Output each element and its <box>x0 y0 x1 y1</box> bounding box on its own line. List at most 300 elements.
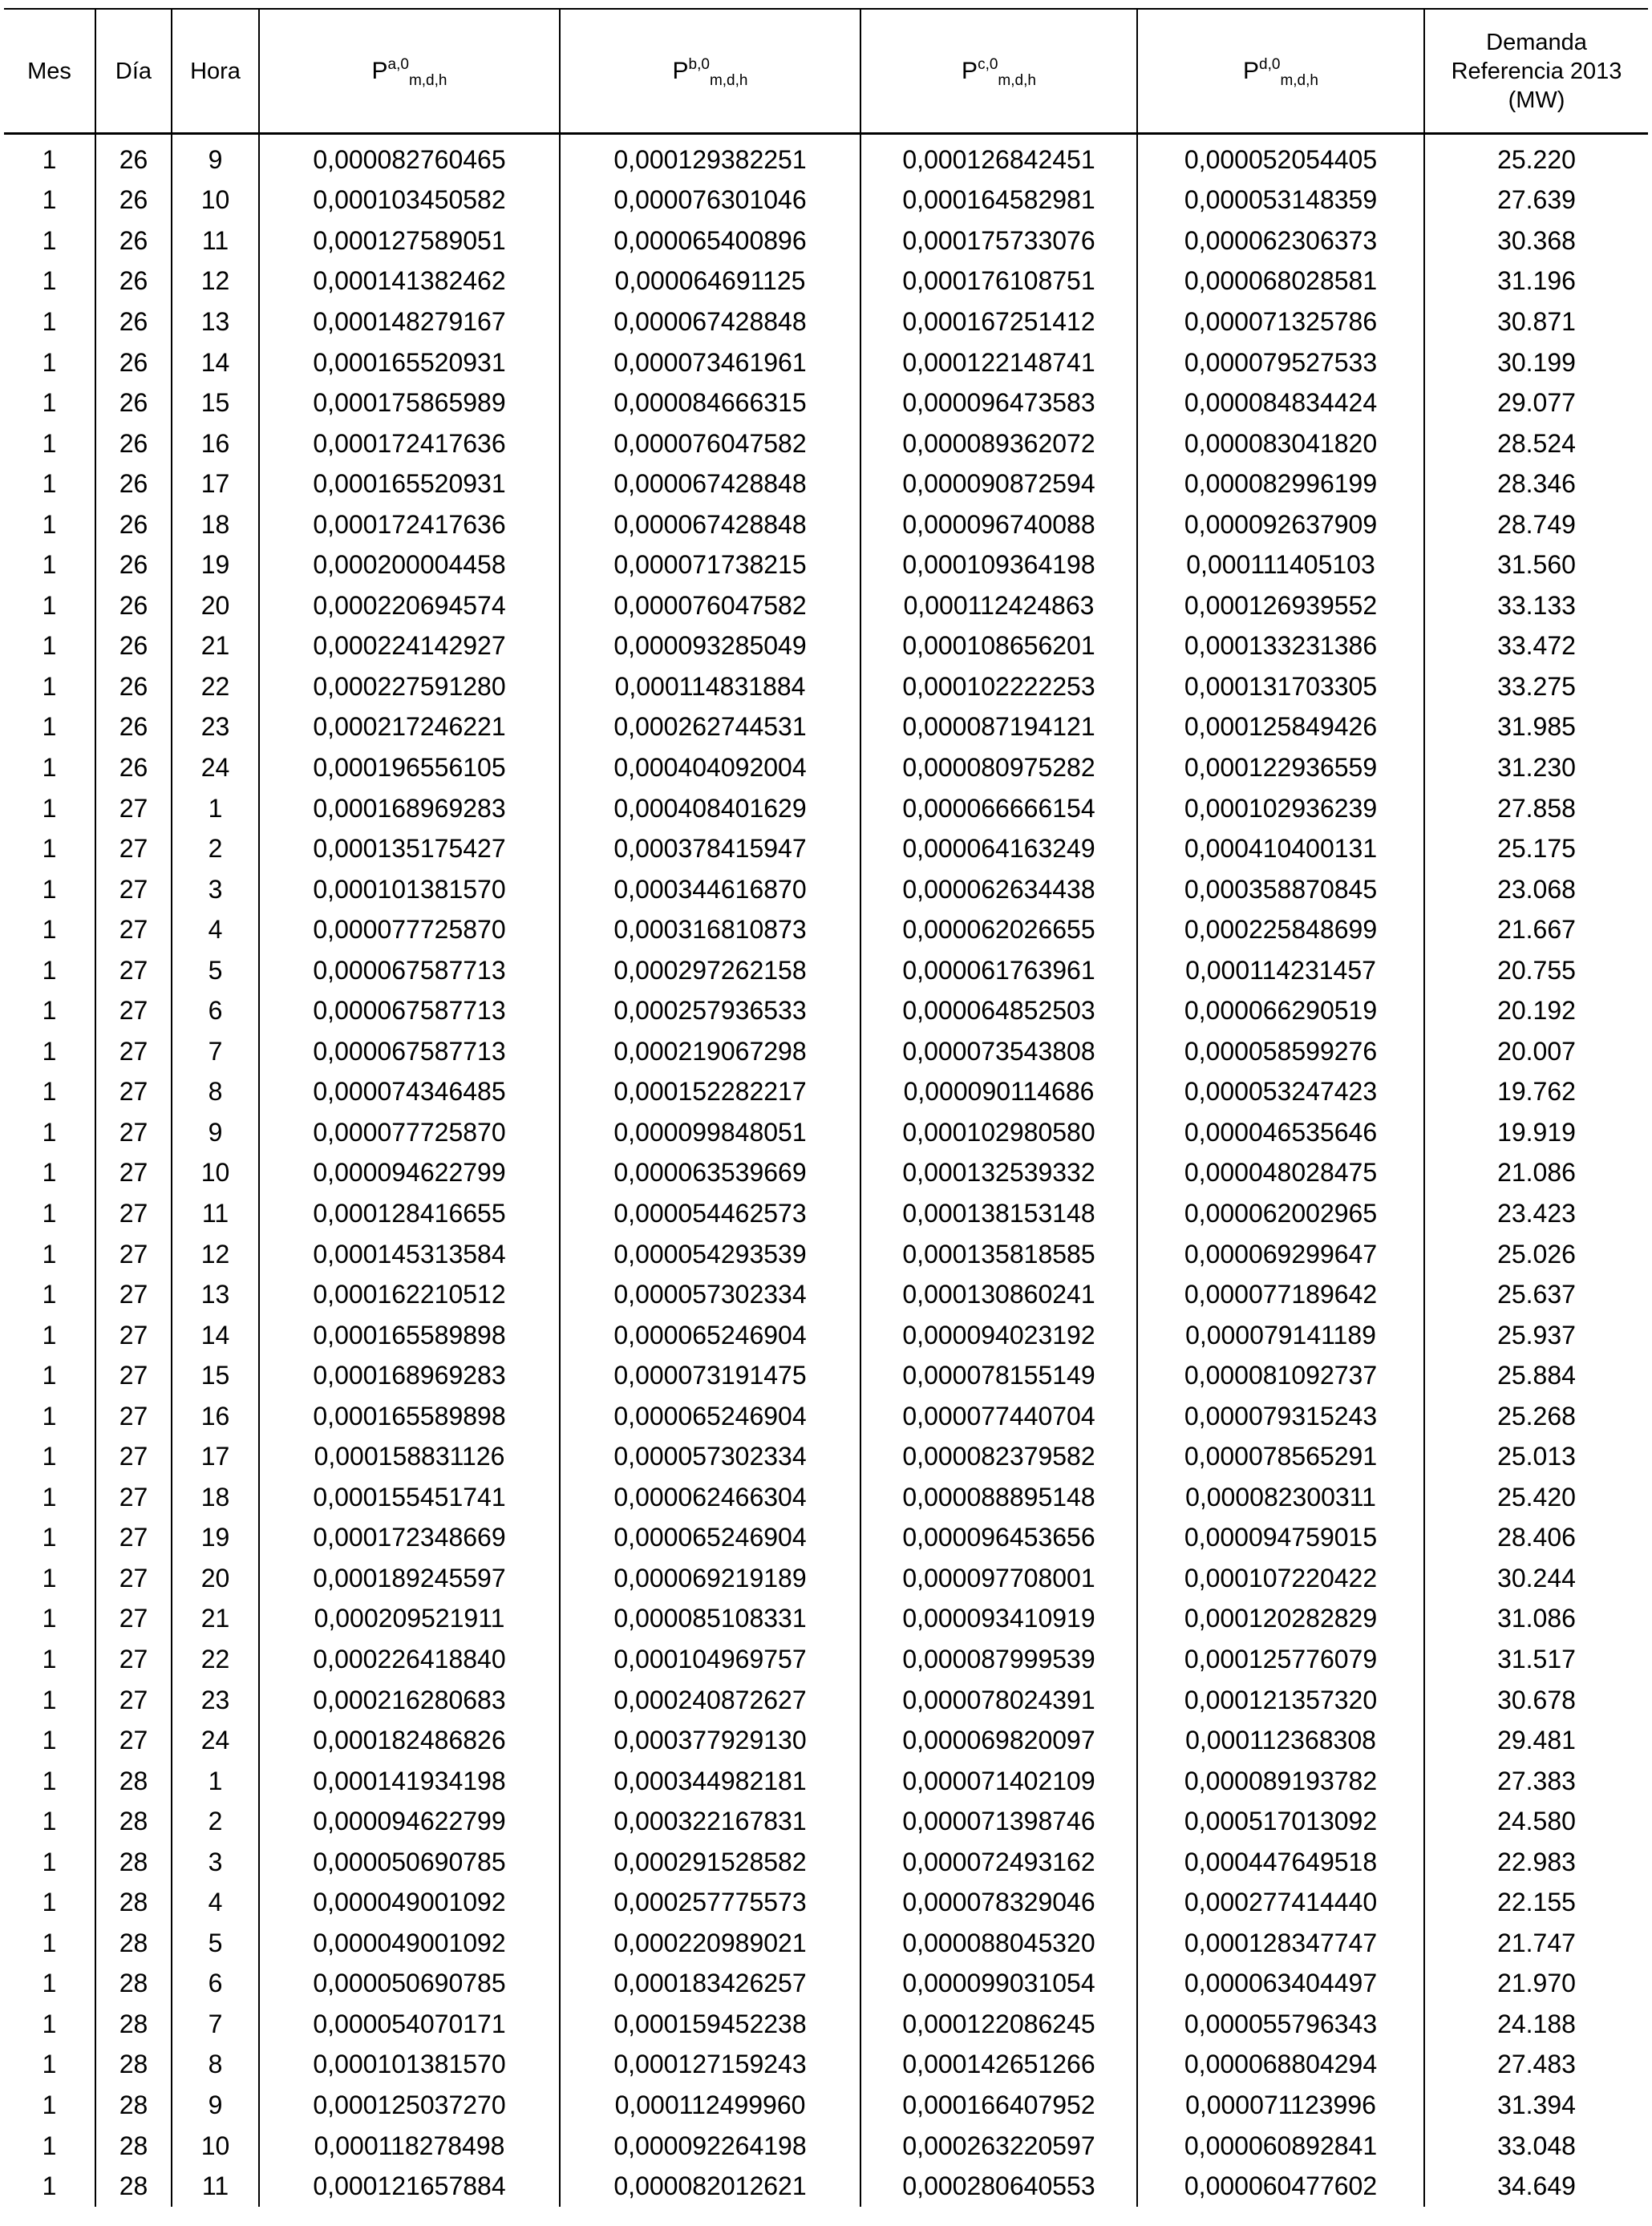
cell-pa: 0,000067587713 <box>259 950 560 991</box>
header-pd-base: P <box>1243 57 1260 84</box>
cell-pc: 0,000142651266 <box>860 2045 1137 2086</box>
cell-hora: 13 <box>172 1274 259 1315</box>
cell-pc: 0,000175733076 <box>860 221 1137 261</box>
cell-pb: 0,000057302334 <box>560 1437 860 1478</box>
cell-pa: 0,000050690785 <box>259 1842 560 1883</box>
cell-pd: 0,000125776079 <box>1137 1639 1424 1680</box>
cell-hora: 10 <box>172 2126 259 2167</box>
cell-pd: 0,000079315243 <box>1137 1396 1424 1437</box>
cell-mes: 1 <box>4 950 95 991</box>
cell-pc: 0,000102222253 <box>860 666 1137 707</box>
cell-pa: 0,000101381570 <box>259 869 560 910</box>
cell-pb: 0,000114831884 <box>560 666 860 707</box>
cell-pd: 0,000277414440 <box>1137 1883 1424 1924</box>
cell-pb: 0,000291528582 <box>560 1842 860 1883</box>
cell-pb: 0,000076047582 <box>560 423 860 464</box>
cell-hora: 10 <box>172 1153 259 1194</box>
cell-pd: 0,000102936239 <box>1137 788 1424 829</box>
cell-dia: 27 <box>95 1031 172 1072</box>
cell-pb: 0,000069219189 <box>560 1558 860 1599</box>
header-pb-base: P <box>672 57 689 84</box>
cell-mes: 1 <box>4 134 95 180</box>
cell-pa: 0,000127589051 <box>259 221 560 261</box>
cell-pc: 0,000099031054 <box>860 1964 1137 2005</box>
cell-pb: 0,000322167831 <box>560 1801 860 1842</box>
cell-pa: 0,000168969283 <box>259 1355 560 1396</box>
cell-mes: 1 <box>4 261 95 302</box>
cell-hora: 14 <box>172 342 259 383</box>
cell-pc: 0,000112424863 <box>860 585 1137 626</box>
cell-pb: 0,000240872627 <box>560 1680 860 1721</box>
cell-hora: 3 <box>172 869 259 910</box>
cell-pd: 0,000069299647 <box>1137 1234 1424 1275</box>
cell-hora: 9 <box>172 134 259 180</box>
cell-pb: 0,000064691125 <box>560 261 860 302</box>
cell-demanda: 25.884 <box>1424 1355 1648 1396</box>
cell-pd: 0,000126939552 <box>1137 585 1424 626</box>
cell-pc: 0,000263220597 <box>860 2126 1137 2167</box>
cell-mes: 1 <box>4 666 95 707</box>
cell-demanda: 22.983 <box>1424 1842 1648 1883</box>
cell-pa: 0,000101381570 <box>259 2045 560 2086</box>
cell-pa: 0,000050690785 <box>259 1964 560 2005</box>
cell-pb: 0,000065246904 <box>560 1315 860 1356</box>
header-pd-sub: m,d,h <box>1280 71 1318 89</box>
cell-pb: 0,000316810873 <box>560 909 860 950</box>
cell-demanda: 25.637 <box>1424 1274 1648 1315</box>
cell-dia: 27 <box>95 1477 172 1518</box>
cell-hora: 6 <box>172 990 259 1031</box>
cell-pa: 0,000145313584 <box>259 1234 560 1275</box>
cell-pa: 0,000182486826 <box>259 1720 560 1761</box>
cell-pa: 0,000054070171 <box>259 2004 560 2045</box>
table-row <box>4 1923 1648 1964</box>
cell-demanda: 25.013 <box>1424 1437 1648 1478</box>
cell-hora: 2 <box>172 828 259 869</box>
cell-demanda: 31.985 <box>1424 707 1648 748</box>
table-row <box>4 1274 1648 1315</box>
cell-pd: 0,000068804294 <box>1137 2045 1424 2086</box>
cell-dia: 27 <box>95 1153 172 1194</box>
cell-mes: 1 <box>4 423 95 464</box>
cell-pb: 0,000344982181 <box>560 1761 860 1802</box>
cell-pc: 0,000132539332 <box>860 1153 1137 1194</box>
cell-pa: 0,000165520931 <box>259 463 560 504</box>
cell-pc: 0,000071398746 <box>860 1801 1137 1842</box>
table-row <box>4 302 1648 342</box>
cell-pd: 0,000079527533 <box>1137 342 1424 383</box>
cell-pc: 0,000126842451 <box>860 134 1137 180</box>
cell-mes: 1 <box>4 1274 95 1315</box>
cell-hora: 13 <box>172 302 259 342</box>
cell-dia: 26 <box>95 221 172 261</box>
cell-mes: 1 <box>4 1518 95 1559</box>
cell-pb: 0,000159452238 <box>560 2004 860 2045</box>
cell-mes: 1 <box>4 2045 95 2086</box>
cell-dia: 27 <box>95 1639 172 1680</box>
cell-mes: 1 <box>4 1720 95 1761</box>
table-row <box>4 950 1648 991</box>
table-row <box>4 1396 1648 1437</box>
cell-hora: 23 <box>172 707 259 748</box>
cell-pd: 0,000517013092 <box>1137 1801 1424 1842</box>
cell-pb: 0,000062466304 <box>560 1477 860 1518</box>
table-row <box>4 585 1648 626</box>
cell-demanda: 20.007 <box>1424 1031 1648 1072</box>
table-row <box>4 788 1648 829</box>
cell-pb: 0,000067428848 <box>560 463 860 504</box>
cell-pc: 0,000130860241 <box>860 1274 1137 1315</box>
cell-pd: 0,000068028581 <box>1137 261 1424 302</box>
cell-dia: 27 <box>95 1234 172 1275</box>
cell-hora: 10 <box>172 180 259 221</box>
cell-pa: 0,000077725870 <box>259 1112 560 1153</box>
cell-pa: 0,000141382462 <box>259 261 560 302</box>
cell-hora: 20 <box>172 1558 259 1599</box>
header-pa <box>259 9 560 134</box>
cell-dia: 27 <box>95 1355 172 1396</box>
cell-dia: 28 <box>95 1761 172 1802</box>
cell-demanda: 29.077 <box>1424 382 1648 423</box>
cell-pb: 0,000099848051 <box>560 1112 860 1153</box>
cell-dia: 28 <box>95 2045 172 2086</box>
cell-mes: 1 <box>4 1558 95 1599</box>
table-row <box>4 180 1648 221</box>
cell-dia: 26 <box>95 423 172 464</box>
cell-hora: 8 <box>172 1072 259 1113</box>
cell-demanda: 23.423 <box>1424 1193 1648 1234</box>
cell-dia: 26 <box>95 747 172 788</box>
cell-pb: 0,000408401629 <box>560 788 860 829</box>
cell-mes: 1 <box>4 544 95 585</box>
cell-mes: 1 <box>4 585 95 626</box>
cell-pa: 0,000049001092 <box>259 1883 560 1924</box>
cell-pd: 0,000447649518 <box>1137 1842 1424 1883</box>
cell-hora: 15 <box>172 382 259 423</box>
table-row <box>4 463 1648 504</box>
table-row <box>4 382 1648 423</box>
cell-pd: 0,000092637909 <box>1137 504 1424 545</box>
cell-dia: 28 <box>95 1801 172 1842</box>
cell-hora: 9 <box>172 2085 259 2126</box>
cell-dia: 27 <box>95 869 172 910</box>
cell-pc: 0,000061763961 <box>860 950 1137 991</box>
cell-pd: 0,000053148359 <box>1137 180 1424 221</box>
cell-hora: 15 <box>172 1355 259 1396</box>
cell-hora: 17 <box>172 1437 259 1478</box>
cell-dia: 26 <box>95 626 172 667</box>
header-pb <box>560 9 860 134</box>
cell-mes: 1 <box>4 990 95 1031</box>
cell-pc: 0,000138153148 <box>860 1193 1137 1234</box>
cell-mes: 1 <box>4 828 95 869</box>
cell-pa: 0,000175865989 <box>259 382 560 423</box>
cell-demanda: 28.406 <box>1424 1518 1648 1559</box>
cell-demanda: 31.230 <box>1424 747 1648 788</box>
cell-demanda: 25.937 <box>1424 1315 1648 1356</box>
cell-pc: 0,000166407952 <box>860 2085 1137 2126</box>
cell-pd: 0,000225848699 <box>1137 909 1424 950</box>
cell-pc: 0,000096740088 <box>860 504 1137 545</box>
cell-pa: 0,000128416655 <box>259 1193 560 1234</box>
cell-dia: 28 <box>95 2085 172 2126</box>
header-pc-sub: m,d,h <box>998 71 1036 89</box>
cell-hora: 16 <box>172 423 259 464</box>
cell-pc: 0,000087999539 <box>860 1639 1137 1680</box>
cell-pb: 0,000127159243 <box>560 2045 860 2086</box>
cell-demanda: 22.155 <box>1424 1883 1648 1924</box>
cell-hora: 11 <box>172 2166 259 2207</box>
cell-hora: 24 <box>172 1720 259 1761</box>
table-row <box>4 1355 1648 1396</box>
cell-pa: 0,000082760465 <box>259 134 560 180</box>
table-row <box>4 134 1648 180</box>
table-row <box>4 342 1648 383</box>
cell-pd: 0,000071123996 <box>1137 2085 1424 2126</box>
cell-pd: 0,000055796343 <box>1137 2004 1424 2045</box>
cell-mes: 1 <box>4 1761 95 1802</box>
cell-mes: 1 <box>4 1842 95 1883</box>
cell-demanda: 27.383 <box>1424 1761 1648 1802</box>
cell-mes: 1 <box>4 1315 95 1356</box>
cell-demanda: 28.749 <box>1424 504 1648 545</box>
cell-pc: 0,000135818585 <box>860 1234 1137 1275</box>
header-pc <box>860 9 1137 134</box>
cell-mes: 1 <box>4 707 95 748</box>
table-row <box>4 747 1648 788</box>
cell-pd: 0,000077189642 <box>1137 1274 1424 1315</box>
cell-pc: 0,000088895148 <box>860 1477 1137 1518</box>
cell-hora: 24 <box>172 747 259 788</box>
cell-pc: 0,000087194121 <box>860 707 1137 748</box>
cell-pd: 0,000048028475 <box>1137 1153 1424 1194</box>
cell-demanda: 25.220 <box>1424 134 1648 180</box>
cell-mes: 1 <box>4 1193 95 1234</box>
table-row <box>4 261 1648 302</box>
cell-pd: 0,000107220422 <box>1137 1558 1424 1599</box>
cell-demanda: 21.970 <box>1424 1964 1648 2005</box>
cell-demanda: 20.192 <box>1424 990 1648 1031</box>
cell-dia: 27 <box>95 1315 172 1356</box>
header-pd <box>1137 9 1424 134</box>
cell-pa: 0,000165520931 <box>259 342 560 383</box>
cell-pc: 0,000096453656 <box>860 1518 1137 1559</box>
cell-pc: 0,000078329046 <box>860 1883 1137 1924</box>
table-row <box>4 1761 1648 1802</box>
cell-pd: 0,000062002965 <box>1137 1193 1424 1234</box>
cell-pa: 0,000118278498 <box>259 2126 560 2167</box>
cell-pc: 0,000062634438 <box>860 869 1137 910</box>
header-pa-base: P <box>371 57 388 84</box>
cell-pc: 0,000094023192 <box>860 1315 1137 1356</box>
cell-pb: 0,000063539669 <box>560 1153 860 1194</box>
cell-mes: 1 <box>4 382 95 423</box>
cell-pd: 0,000410400131 <box>1137 828 1424 869</box>
table-row <box>4 2085 1648 2126</box>
cell-pb: 0,000104969757 <box>560 1639 860 1680</box>
cell-demanda: 30.244 <box>1424 1558 1648 1599</box>
cell-demanda: 33.275 <box>1424 666 1648 707</box>
table-row <box>4 423 1648 464</box>
cell-mes: 1 <box>4 2166 95 2207</box>
cell-dia: 27 <box>95 1112 172 1153</box>
table-row <box>4 504 1648 545</box>
cell-hora: 22 <box>172 1639 259 1680</box>
cell-pc: 0,000097708001 <box>860 1558 1137 1599</box>
cell-pa: 0,000172417636 <box>259 504 560 545</box>
table-row <box>4 2126 1648 2167</box>
cell-demanda: 21.086 <box>1424 1153 1648 1194</box>
cell-mes: 1 <box>4 626 95 667</box>
table-row <box>4 1720 1648 1761</box>
cell-pd: 0,000112368308 <box>1137 1720 1424 1761</box>
cell-pa: 0,000165589898 <box>259 1396 560 1437</box>
header-pc-sup: c,0 <box>978 55 998 73</box>
cell-pb: 0,000065246904 <box>560 1518 860 1559</box>
table-row <box>4 626 1648 667</box>
cell-mes: 1 <box>4 180 95 221</box>
cell-pc: 0,000082379582 <box>860 1437 1137 1478</box>
cell-mes: 1 <box>4 1639 95 1680</box>
header-demanda <box>1424 9 1648 134</box>
cell-demanda: 24.188 <box>1424 2004 1648 2045</box>
cell-pd: 0,000058599276 <box>1137 1031 1424 1072</box>
cell-pa: 0,000148279167 <box>259 302 560 342</box>
cell-pc: 0,000077440704 <box>860 1396 1137 1437</box>
cell-dia: 28 <box>95 1964 172 2005</box>
table-row <box>4 1680 1648 1721</box>
cell-pa: 0,000103450582 <box>259 180 560 221</box>
cell-pb: 0,000112499960 <box>560 2085 860 2126</box>
cell-pb: 0,000076301046 <box>560 180 860 221</box>
cell-dia: 27 <box>95 1720 172 1761</box>
cell-pc: 0,000164582981 <box>860 180 1137 221</box>
cell-hora: 21 <box>172 1599 259 1640</box>
cell-pc: 0,000064852503 <box>860 990 1137 1031</box>
cell-hora: 9 <box>172 1112 259 1153</box>
cell-hora: 2 <box>172 1801 259 1842</box>
cell-pb: 0,000073191475 <box>560 1355 860 1396</box>
cell-pa: 0,000155451741 <box>259 1477 560 1518</box>
cell-dia: 27 <box>95 788 172 829</box>
cell-pa: 0,000196556105 <box>259 747 560 788</box>
cell-pb: 0,000067428848 <box>560 302 860 342</box>
table-row <box>4 909 1648 950</box>
cell-pd: 0,000083041820 <box>1137 423 1424 464</box>
cell-demanda: 31.517 <box>1424 1639 1648 1680</box>
cell-demanda: 31.394 <box>1424 2085 1648 2126</box>
cell-mes: 1 <box>4 909 95 950</box>
cell-dia: 27 <box>95 909 172 950</box>
cell-mes: 1 <box>4 1801 95 1842</box>
cell-dia: 28 <box>95 1923 172 1964</box>
cell-pb: 0,000057302334 <box>560 1274 860 1315</box>
cell-dia: 28 <box>95 1842 172 1883</box>
cell-demanda: 33.048 <box>1424 2126 1648 2167</box>
table-row <box>4 1072 1648 1113</box>
cell-demanda: 30.368 <box>1424 221 1648 261</box>
table-row <box>4 1477 1648 1518</box>
cell-hora: 22 <box>172 666 259 707</box>
cell-pd: 0,000082300311 <box>1137 1477 1424 1518</box>
cell-pd: 0,000066290519 <box>1137 990 1424 1031</box>
cell-pc: 0,000069820097 <box>860 1720 1137 1761</box>
cell-pa: 0,000172348669 <box>259 1518 560 1559</box>
cell-pa: 0,000158831126 <box>259 1437 560 1478</box>
cell-dia: 26 <box>95 134 172 180</box>
cell-pd: 0,000060892841 <box>1137 2126 1424 2167</box>
cell-pd: 0,000060477602 <box>1137 2166 1424 2207</box>
cell-demanda: 25.420 <box>1424 1477 1648 1518</box>
cell-hora: 7 <box>172 2004 259 2045</box>
table-row <box>4 1842 1648 1883</box>
table-row <box>4 1801 1648 1842</box>
cell-dia: 27 <box>95 1558 172 1599</box>
cell-dia: 26 <box>95 585 172 626</box>
table-row <box>4 2045 1648 2086</box>
cell-pd: 0,000053247423 <box>1137 1072 1424 1113</box>
cell-pc: 0,000093410919 <box>860 1599 1137 1640</box>
cell-mes: 1 <box>4 1437 95 1478</box>
cell-mes: 1 <box>4 302 95 342</box>
cell-pb: 0,000152282217 <box>560 1072 860 1113</box>
cell-pa: 0,000217246221 <box>259 707 560 748</box>
cell-pd: 0,000120282829 <box>1137 1599 1424 1640</box>
cell-pa: 0,000168969283 <box>259 788 560 829</box>
cell-hora: 21 <box>172 626 259 667</box>
cell-pb: 0,000092264198 <box>560 2126 860 2167</box>
cell-pa: 0,000200004458 <box>259 544 560 585</box>
table-row <box>4 1964 1648 2005</box>
cell-mes: 1 <box>4 221 95 261</box>
cell-pc: 0,000072493162 <box>860 1842 1137 1883</box>
cell-pa: 0,000049001092 <box>259 1923 560 1964</box>
cell-pd: 0,000114231457 <box>1137 950 1424 991</box>
table-row <box>4 1639 1648 1680</box>
cell-mes: 1 <box>4 1112 95 1153</box>
cell-dia: 26 <box>95 302 172 342</box>
cell-pb: 0,000220989021 <box>560 1923 860 1964</box>
cell-hora: 12 <box>172 261 259 302</box>
cell-hora: 14 <box>172 1315 259 1356</box>
cell-demanda: 21.747 <box>1424 1923 1648 1964</box>
table-row <box>4 2166 1648 2207</box>
cell-demanda: 30.199 <box>1424 342 1648 383</box>
cell-pd: 0,000089193782 <box>1137 1761 1424 1802</box>
cell-mes: 1 <box>4 2126 95 2167</box>
cell-pa: 0,000189245597 <box>259 1558 560 1599</box>
cell-pb: 0,000084666315 <box>560 382 860 423</box>
cell-pc: 0,000080975282 <box>860 747 1137 788</box>
cell-pd: 0,000131703305 <box>1137 666 1424 707</box>
cell-pc: 0,000122148741 <box>860 342 1137 383</box>
cell-pd: 0,000125849426 <box>1137 707 1424 748</box>
table-row <box>4 1558 1648 1599</box>
cell-demanda: 24.580 <box>1424 1801 1648 1842</box>
header-hora: Hora <box>172 9 259 134</box>
cell-pb: 0,000065246904 <box>560 1396 860 1437</box>
table-row <box>4 707 1648 748</box>
table-row <box>4 869 1648 910</box>
cell-pb: 0,000054462573 <box>560 1193 860 1234</box>
table-row <box>4 2004 1648 2045</box>
cell-pd: 0,000063404497 <box>1137 1964 1424 2005</box>
cell-pc: 0,000073543808 <box>860 1031 1137 1072</box>
cell-demanda: 30.871 <box>1424 302 1648 342</box>
cell-pc: 0,000108656201 <box>860 626 1137 667</box>
header-pa-sup: a,0 <box>387 55 409 73</box>
cell-pc: 0,000066666154 <box>860 788 1137 829</box>
